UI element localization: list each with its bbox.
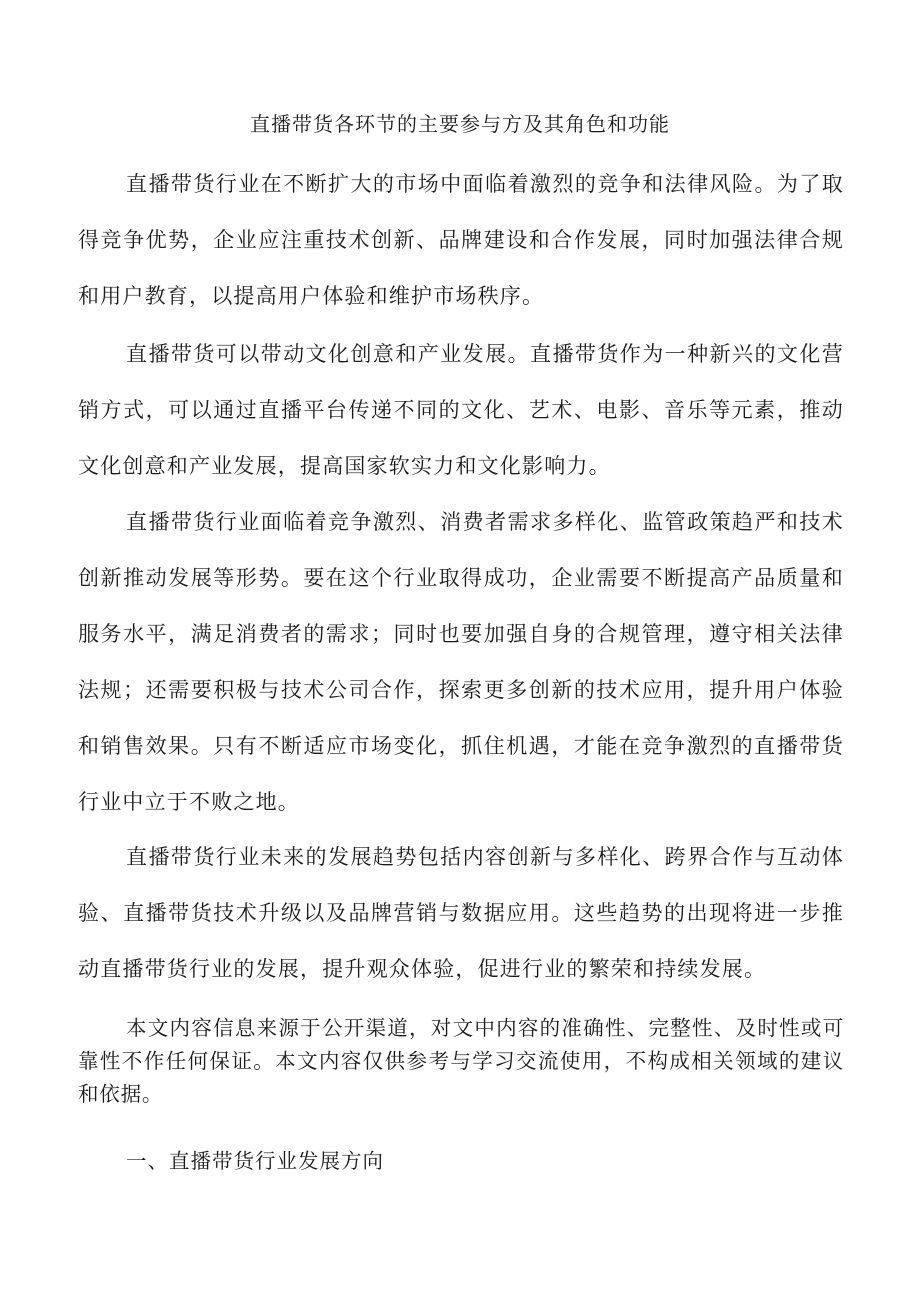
paragraph-market-competition: 直播带货行业在不断扩大的市场中面临着激烈的竞争和法律风险。为了取得竞争优势，企业应注重技术创新、品牌建设和合作发展，同时加强法律合规和用户教育，以提高用户体验和维护市场秩序。 [78, 172, 844, 308]
paragraph-industry-situation: 直播带货行业面临着竞争激烈、消费者需求多样化、监管政策趋严和技术创新推动发展等形势。要在这个行业取得成功，企业需要不断提高产品质量和服务水平，满足消费者的需求；同时也要加强自身的合规管理，遵守相关法律法规；还需要积极与技术公司合作，探索更多创新的技术应用，提升用户体验和销售效果。只有不断适应市场变化，抓住机遇，才能在竞争激烈的直播带货行业中立于不败之地。 [78, 510, 844, 814]
document-title: 直播带货各环节的主要参与方及其角色和功能 [250, 112, 670, 136]
paragraph-future-trends: 直播带货行业未来的发展趋势包括内容创新与多样化、跨界合作与互动体验、直播带货技术升级以及品牌营销与数据应用。这些趋势的出现将进一步推动直播带货行业的发展，提升观众体验，促进行业的繁荣和持续发展。 [78, 845, 844, 981]
disclaimer-paragraph: 本文内容信息来源于公开渠道，对文中内容的准确性、完整性、及时性或可靠性不作任何保证。本文内容仅供参考与学习交流使用，不构成相关领域的建议和依据。 [78, 1016, 844, 1106]
paragraph-cultural-creativity: 直播带货可以带动文化创意和产业发展。直播带货作为一种新兴的文化营销方式，可以通过直播平台传递不同的文化、艺术、电影、音乐等元素，推动文化创意和产业发展，提高国家软实力和文化影响力。 [78, 342, 844, 478]
section-heading: 一、直播带货行业发展方向 [126, 1149, 384, 1173]
